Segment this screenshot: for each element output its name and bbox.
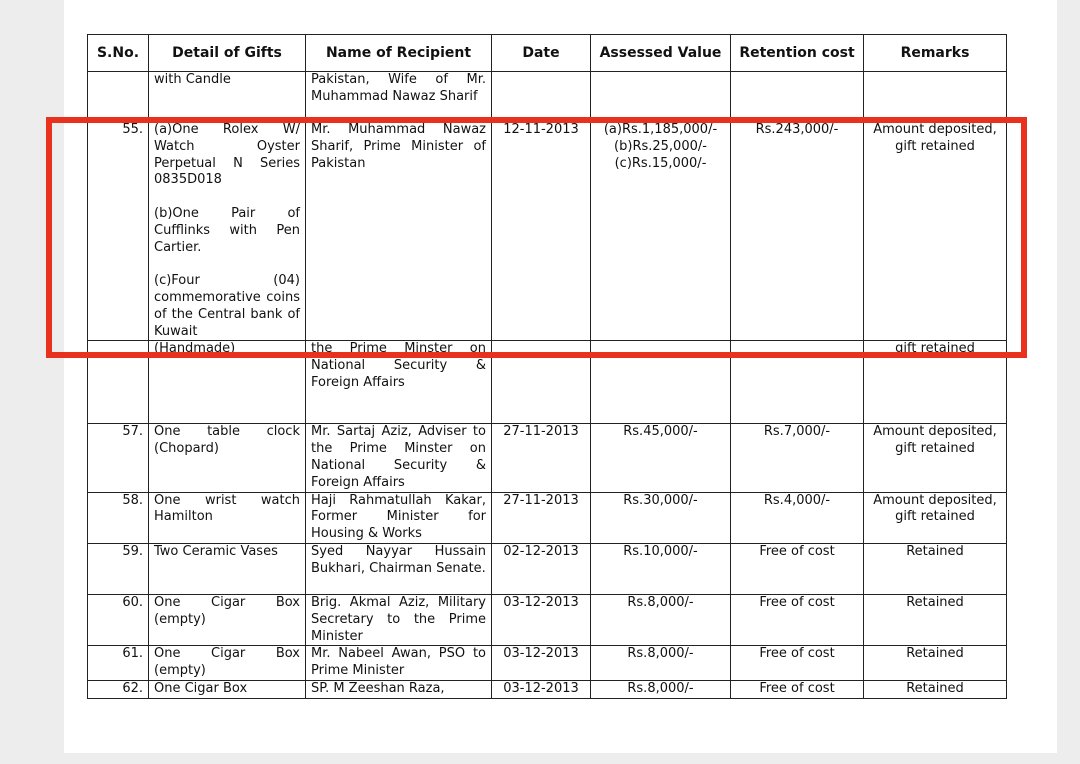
cell-remarks: Amount deposited, gift retained	[864, 424, 1007, 492]
cell-recipient: Brig. Akmal Aziz, Military Secretary to the Prime Minister	[306, 594, 492, 645]
value-item: (c)Rs.15,000/-	[614, 155, 707, 171]
cell-detail: Two Ceramic Vases	[149, 543, 306, 594]
gift-item: with Candle	[154, 72, 231, 87]
cell-recipient-text: the Prime Minster on National Security & Foreign Affairs	[311, 341, 486, 390]
cell-sno: 55.	[88, 122, 149, 341]
cell-recipient: Mr. Nabeel Awan, PSO to Prime Minister	[306, 646, 492, 681]
table-row	[88, 680, 1007, 698]
cell-recipient: Pakistan, Wife of Mr. Muhammad Nawaz Sharif	[306, 72, 492, 122]
cell-retention: Free of cost	[731, 543, 864, 594]
cell-value: Rs.8,000/-	[591, 680, 731, 698]
cell-sno: 62.	[88, 680, 149, 698]
table-row	[88, 646, 1007, 681]
cell-date: 03-12-2013	[492, 646, 591, 681]
cell-value: Rs.8,000/-	[591, 646, 731, 681]
cell-detail: One table clock (Chopard)	[149, 424, 306, 492]
cell-recipient: Syed Nayyar Hussain Bukhari, Chairman Senate.	[306, 543, 492, 594]
table-row	[88, 122, 1007, 341]
cell-detail: One wrist watch Hamilton	[149, 492, 306, 543]
cell-value: Rs.8,000/-	[591, 594, 731, 645]
cell-recipient: Haji Rahmatullah Kakar, Former Minister for Housing & Works	[306, 492, 492, 543]
cell-recipient: Mr. Sartaj Aziz, Adviser to the Prime Minster on National Security & Foreign Affairs	[306, 424, 492, 492]
cell-detail: One Cigar Box (empty)	[149, 646, 306, 681]
cell-recipient	[306, 341, 492, 424]
cell-date: 03-12-2013	[492, 594, 591, 645]
cell-value: Rs.30,000/-	[591, 492, 731, 543]
cell-remarks: Retained	[864, 543, 1007, 594]
cell-remarks: Retained	[864, 680, 1007, 698]
cell-retention: Free of cost	[731, 680, 864, 698]
cell-detail	[149, 122, 306, 341]
header-retention-cost: Retention cost	[731, 35, 864, 72]
value-item: (b)Rs.25,000/-	[614, 138, 707, 154]
table-header-row	[88, 35, 1007, 72]
cell-detail	[149, 341, 306, 424]
gift-item: (Handmade)	[154, 341, 236, 357]
cell-sno: 58.	[88, 492, 149, 543]
cell-retention	[731, 72, 864, 122]
cell-remarks: Amount deposited, gift retained	[864, 492, 1007, 543]
cell-remarks: Amount deposited, gift retained	[864, 122, 1007, 341]
cell-retention: Rs.7,000/-	[731, 424, 864, 492]
cell-detail	[149, 72, 306, 122]
cell-sno: 57.	[88, 424, 149, 492]
table-row	[88, 424, 1007, 492]
value-item: (a)Rs.1,185,000/-	[603, 122, 718, 137]
header-recipient: Name of Recipient	[306, 35, 492, 72]
cell-value	[591, 72, 731, 122]
table-row	[88, 341, 1007, 424]
cell-value	[591, 341, 731, 424]
cell-detail: One Cigar Box (empty)	[149, 594, 306, 645]
cell-recipient: SP. M Zeeshan Raza,	[306, 680, 492, 698]
cell-date: 02-12-2013	[492, 543, 591, 594]
cell-remarks: Retained	[864, 646, 1007, 681]
gift-item: (c)Four (04) commemorative coins of the Central bank of Kuwait	[154, 273, 300, 339]
header-remarks: Remarks	[864, 35, 1007, 72]
cell-date: 03-12-2013	[492, 680, 591, 698]
cell-value: Rs.10,000/-	[591, 543, 731, 594]
cell-date: 27-11-2013	[492, 492, 591, 543]
cell-detail: One Cigar Box	[149, 680, 306, 698]
cell-sno: 61.	[88, 646, 149, 681]
cell-retention: Rs.243,000/-	[731, 122, 864, 341]
cell-sno	[88, 72, 149, 122]
gifts-table	[87, 34, 1007, 699]
cell-value: Rs.45,000/-	[591, 424, 731, 492]
cell-date: 27-11-2013	[492, 424, 591, 492]
table-row	[88, 492, 1007, 543]
cell-value	[591, 122, 731, 341]
header-assessed-value: Assessed Value	[591, 35, 731, 72]
cell-sno	[88, 341, 149, 424]
cell-retention: Free of cost	[731, 594, 864, 645]
cell-date: 12-11-2013	[492, 122, 591, 341]
header-date: Date	[492, 35, 591, 72]
gift-item: (a)One Rolex W/ Watch Oyster Perpetual N Series 0835D018	[154, 122, 300, 188]
cell-remarks	[864, 341, 1007, 424]
gift-item: (b)One Pair of Cufflinks with Pen Cartier.	[154, 205, 300, 255]
cell-retention: Rs.4,000/-	[731, 492, 864, 543]
cell-retention	[731, 341, 864, 424]
table-row	[88, 543, 1007, 594]
cell-remarks	[864, 72, 1007, 122]
cell-remarks: Retained	[864, 594, 1007, 645]
header-sno: S.No.	[88, 35, 149, 72]
table-row	[88, 72, 1007, 122]
cell-sno: 59.	[88, 543, 149, 594]
cell-date	[492, 72, 591, 122]
cell-retention: Free of cost	[731, 646, 864, 681]
table-row	[88, 594, 1007, 645]
cell-sno: 60.	[88, 594, 149, 645]
header-detail: Detail of Gifts	[149, 35, 306, 72]
cell-remarks-text: gift retained	[895, 341, 975, 357]
cell-date	[492, 341, 591, 424]
cell-recipient: Mr. Muhammad Nawaz Sharif, Prime Minister of Pakistan	[306, 122, 492, 341]
